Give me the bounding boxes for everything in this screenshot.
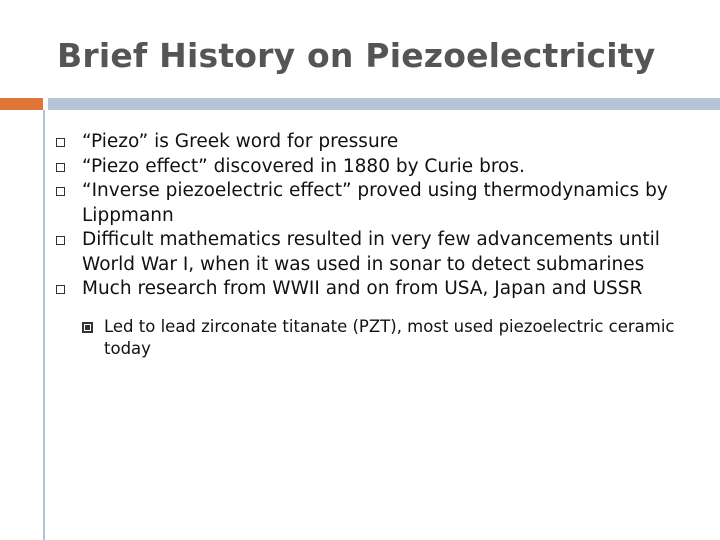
bullet-item [56,228,706,277]
bullet-text: “Piezo” is Greek word for pressure [82,131,399,152]
filled-square-bullet-icon [82,322,93,333]
sub-bullet-item [82,316,706,360]
square-bullet-icon [56,285,65,294]
bullet-list [56,130,706,360]
accent-bar-orange [0,98,43,110]
square-bullet-icon [56,187,65,196]
square-bullet-icon [56,138,65,147]
sub-bullet-text: Led to lead zirconate titanate (PZT), most used piezoelectric ceramic today [104,316,675,358]
bullet-text: Much research from WWII and on from USA, Japan and USSR [82,278,643,299]
bullet-item [56,179,706,228]
square-bullet-icon [56,236,65,245]
square-bullet-icon [56,163,65,172]
slide-title: Brief History on Piezoelectricity [57,36,656,75]
bullet-item [56,277,706,302]
bullet-text: “Piezo effect” discovered in 1880 by Curie bros. [82,155,525,177]
accent-vertical-line [43,110,45,540]
bullet-item [56,155,706,180]
bullet-text: Difficult mathematics resulted in very few advancements until World War I, when it was used in sonar to detect submarines [82,229,660,275]
bullet-item [56,130,706,155]
accent-bar-blue [48,98,720,110]
bullet-text: “Inverse piezoelectric effect” proved using thermodynamics by Lippmann [82,180,668,226]
